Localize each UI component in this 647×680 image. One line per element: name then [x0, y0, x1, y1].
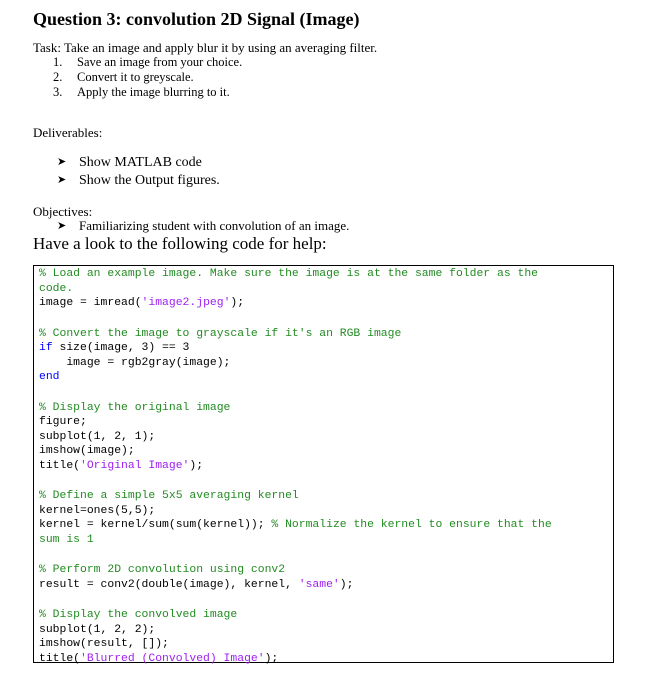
task-steps — [53, 55, 242, 100]
code-line: subplot(1, 2, 1); — [39, 430, 156, 443]
code-string: 'same' — [298, 578, 340, 591]
code-comment: % Load an example image. Make sure the image is at the same folder as the — [39, 268, 538, 280]
code-comment: % Perform 2D convolution using conv2 — [39, 564, 286, 576]
code-blank — [39, 547, 552, 563]
code-keyword: if — [39, 342, 53, 354]
code-comment: % Define a simple 5x5 averaging kernel — [39, 490, 299, 502]
deliverable-text: Show the Output figures. — [79, 173, 220, 188]
step-number: 1. — [53, 55, 63, 69]
arrow-bullet-icon: ➤ — [57, 156, 67, 168]
step-text: Save an image from your choice. — [77, 55, 243, 69]
arrow-bullet-icon: ➤ — [57, 220, 67, 232]
code-line: image = rgb2gray(image); — [39, 356, 231, 369]
code-line: figure; — [39, 416, 87, 428]
code-comment: % Display the convolved image — [39, 609, 238, 621]
code-text: ); — [264, 652, 279, 665]
deliverable-item — [57, 154, 220, 172]
code-text: title( — [39, 459, 81, 472]
code-blank — [39, 385, 552, 401]
code-text: size(image, 3) == 3 — [52, 342, 190, 354]
code-line: kernel=ones(5,5); — [39, 504, 156, 517]
code-line — [39, 578, 552, 593]
deliverable-text: Show MATLAB code — [79, 155, 202, 170]
code-string: 'Original Image' — [80, 459, 190, 472]
code-line — [39, 459, 552, 474]
code-line — [39, 341, 552, 356]
question-title: Question 3: convolution 2D Signal (Image) — [33, 9, 360, 29]
task-step — [53, 55, 242, 70]
code-text: ); — [339, 578, 354, 591]
step-text: Convert it to greyscale. — [77, 70, 194, 84]
code-line: imshow(result, []); — [39, 638, 169, 650]
code-comment: code. — [39, 282, 74, 295]
code-blank — [39, 592, 552, 608]
step-number: 3. — [53, 85, 63, 99]
objective-item — [57, 218, 349, 234]
code-comment: % Display the original image — [39, 401, 231, 414]
code-text: ); — [230, 297, 245, 309]
objective-text: Familiarizing student with convolution of an image. — [79, 218, 350, 233]
code-box — [33, 265, 614, 663]
step-text: Apply the image blurring to it. — [77, 85, 230, 99]
code-line: imshow(image); — [39, 445, 135, 457]
code-blank — [39, 473, 552, 489]
code-keyword: end — [39, 371, 60, 383]
code-blank — [39, 311, 552, 327]
code-string: 'image2.jpeg' — [141, 297, 231, 309]
deliverable-item — [57, 172, 220, 190]
code-text: result = conv2(double(image), kernel, — [39, 578, 299, 591]
code-text: image = imread( — [39, 297, 142, 309]
objectives-label: Objectives: — [33, 204, 93, 219]
code-line: subplot(1, 2, 2); — [39, 623, 156, 636]
task-step — [53, 70, 242, 85]
code-comment: % Normalize the kernel to ensure that the — [271, 519, 552, 531]
deliverables-label: Deliverables: — [33, 125, 103, 140]
step-number: 2. — [53, 70, 63, 84]
matlab-code — [39, 267, 552, 666]
code-comment: sum is 1 — [39, 533, 94, 546]
deliverables-list — [57, 154, 220, 190]
code-text: ); — [189, 459, 204, 472]
code-comment: % Convert the image to grayscale if it's an RGB image — [39, 327, 402, 340]
code-line — [39, 296, 552, 311]
task-text: Task: Take an image and apply blur it by using an averaging filter. — [33, 40, 378, 55]
code-text: title( — [39, 652, 81, 665]
arrow-bullet-icon: ➤ — [57, 174, 67, 186]
code-string: 'Blurred (Convolved) Image' — [80, 652, 265, 665]
help-text: Have a look to the following code for help: — [33, 234, 327, 253]
task-step — [53, 85, 242, 100]
code-line — [39, 652, 552, 667]
objectives-list — [57, 218, 349, 234]
code-line — [39, 518, 552, 533]
code-text: kernel = kernel/sum(sum(kernel)); — [39, 519, 272, 531]
